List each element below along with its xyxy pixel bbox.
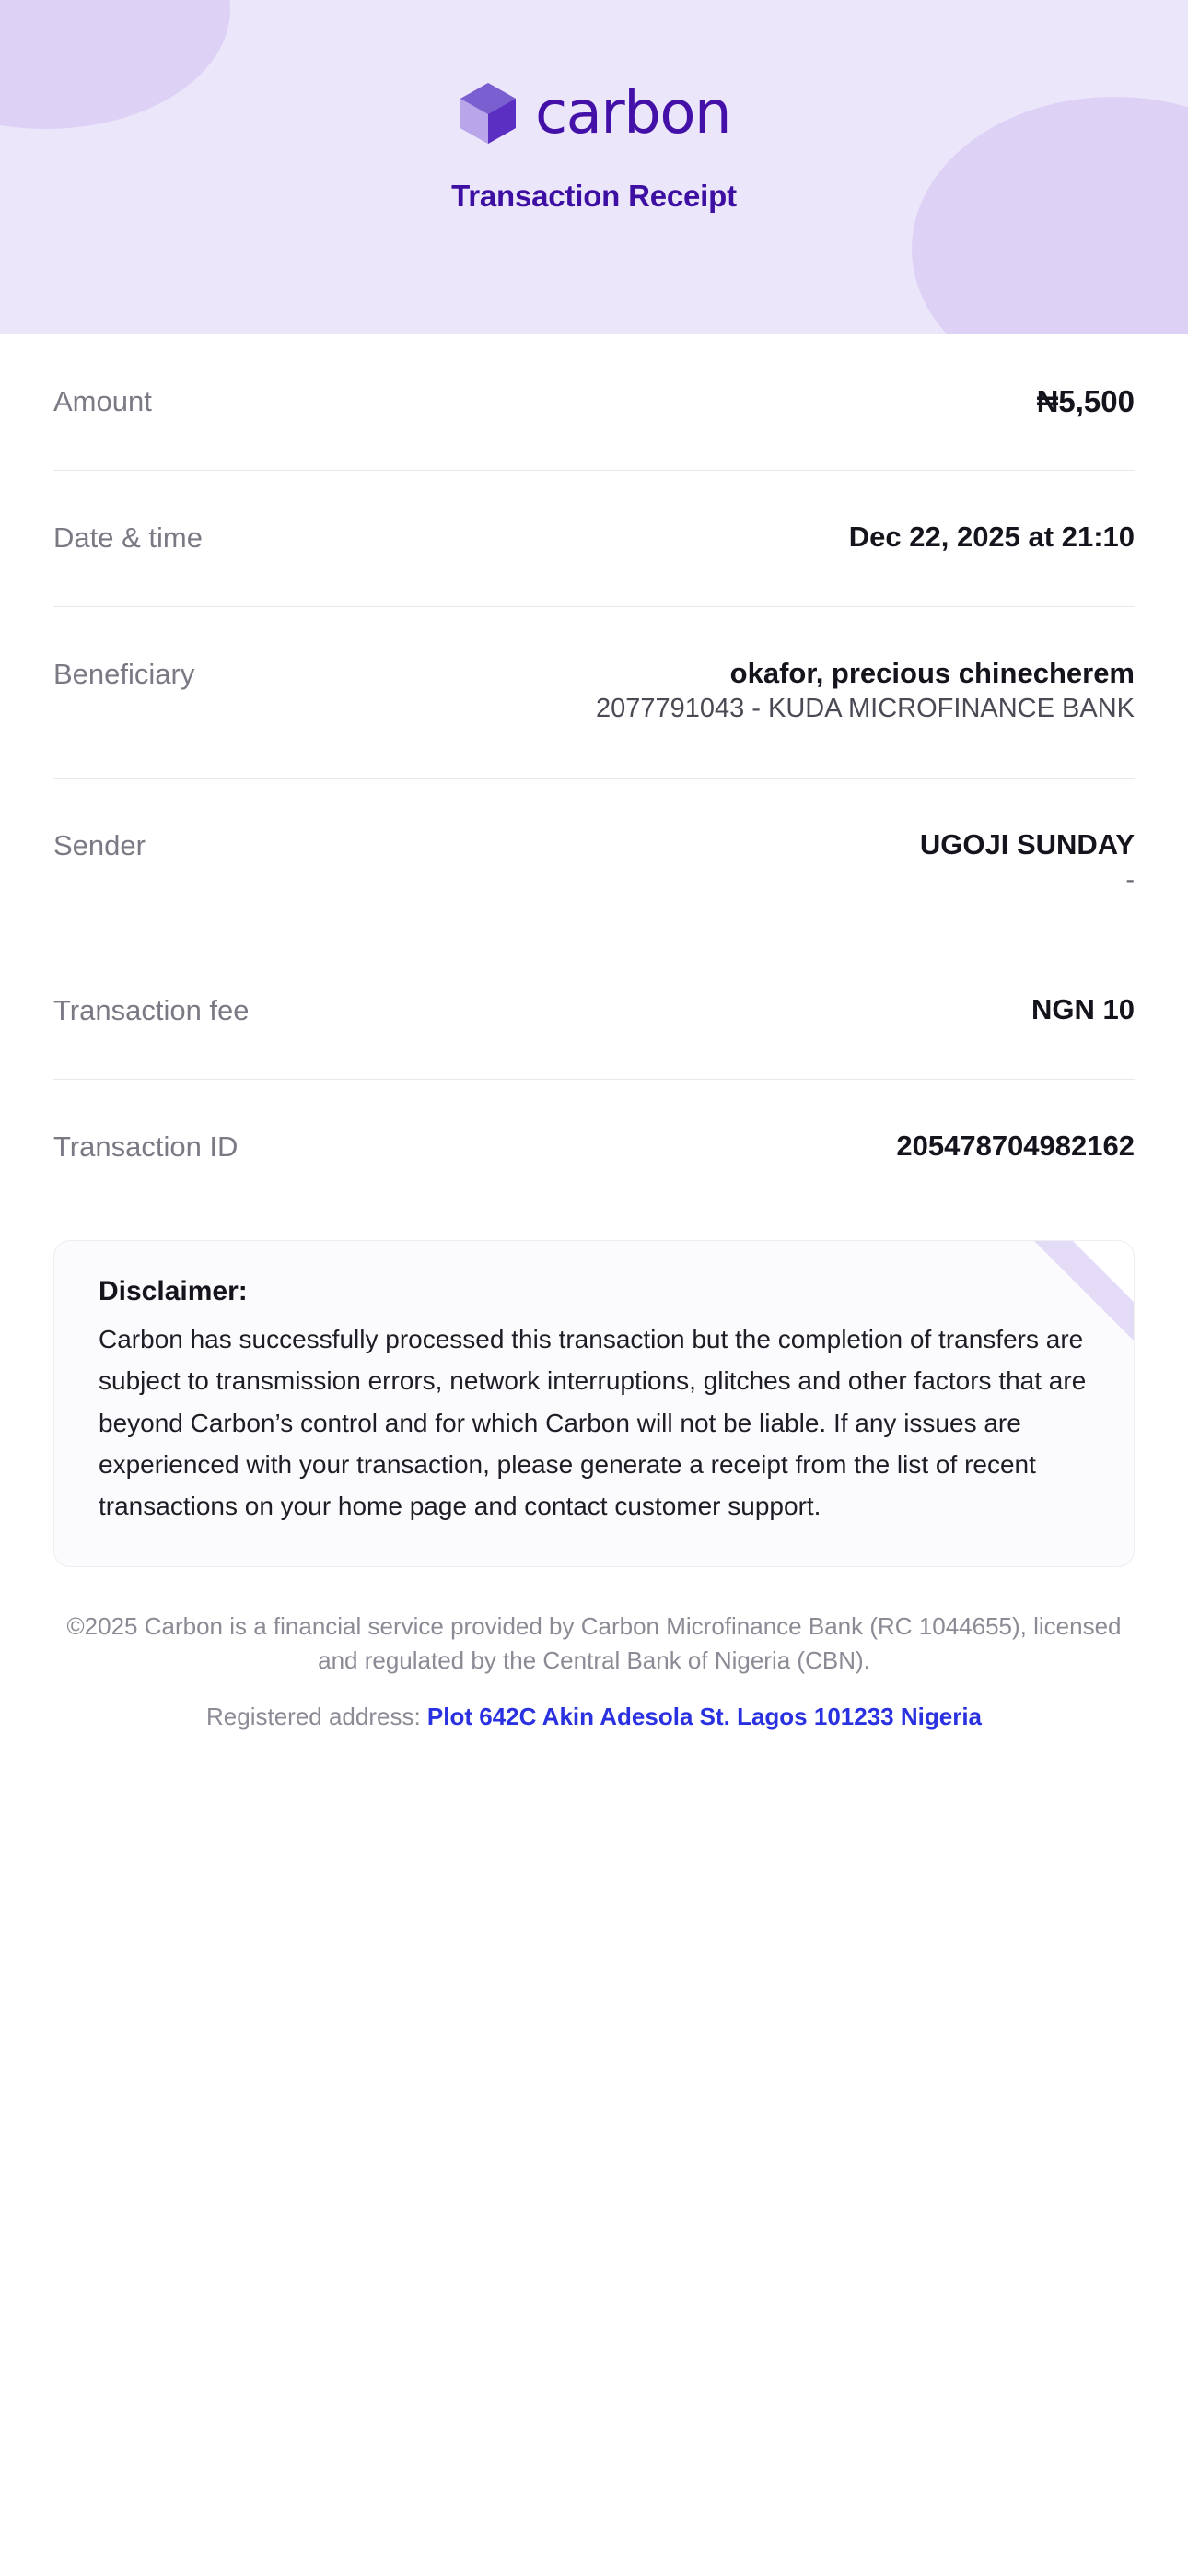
row-value-group	[920, 826, 1135, 896]
disclaimer-body: Carbon has successfully processed this transaction but the completion of transfers are subject to transmission errors, network interruptions, glitches and other factors that are beyond Carbon’s control and for which Carbon will not be liable. If any issues are experienced with your transaction, please generate a receipt from the list of recent transactions on your home page and contact customer support.	[99, 1324, 1087, 1521]
row-value: UGOJI SUNDAY	[919, 828, 1135, 861]
detail-row-sender	[53, 779, 1135, 943]
row-label: Transaction ID	[53, 1130, 239, 1163]
row-label: Amount	[53, 385, 152, 417]
registered-address-link[interactable]: Plot 642C Akin Adesola St. Lagos 101233 Nigeria	[426, 1703, 982, 1731]
row-subvalue: 2077791043 - KUDA MICROFINANCE BANK	[595, 693, 1135, 723]
row-label: Transaction fee	[53, 993, 250, 1026]
receipt-header	[0, 0, 1188, 334]
detail-row-transaction-id	[53, 1080, 1135, 1216]
disclaimer-title: Disclaimer:	[99, 1275, 248, 1306]
detail-row-date-time	[53, 471, 1135, 607]
receipt-footer	[0, 1567, 1188, 1731]
row-value: okafor, precious chinecherem	[729, 657, 1135, 689]
row-label: Date & time	[53, 521, 203, 554]
row-value: Dec 22, 2025 at 21:10	[848, 521, 1135, 553]
detail-row-amount	[53, 334, 1135, 471]
row-value: NGN 10	[1031, 992, 1135, 1025]
brand-logo	[0, 81, 1188, 146]
row-value: 205478704982162	[896, 1129, 1135, 1162]
carbon-hexagon-logo-icon	[458, 81, 518, 146]
detail-row-beneficiary	[53, 607, 1135, 779]
page-title: Transaction Receipt	[451, 179, 737, 213]
detail-row-transaction-fee	[53, 943, 1135, 1080]
disclaimer-card	[53, 1240, 1135, 1567]
row-label: Beneficiary	[53, 658, 195, 690]
row-value-group	[596, 655, 1135, 725]
row-label: Sender	[53, 829, 146, 861]
footer-address	[57, 1703, 1131, 1731]
row-subvalue: -	[1125, 864, 1135, 895]
footer-legal-text: ©2025 Carbon is a financial service provided by Carbon Microfinance Bank (RC 1044655), licensed and regulated by the Central Bank of Nigeria (CBN).	[66, 1611, 1122, 1675]
footer-address-label: Registered address:	[206, 1703, 421, 1731]
row-value: ₦5,500	[1036, 384, 1135, 418]
transaction-details-list	[0, 334, 1188, 1216]
brand-wordmark: carbon	[534, 79, 731, 147]
disclaimer-section	[0, 1216, 1188, 1567]
